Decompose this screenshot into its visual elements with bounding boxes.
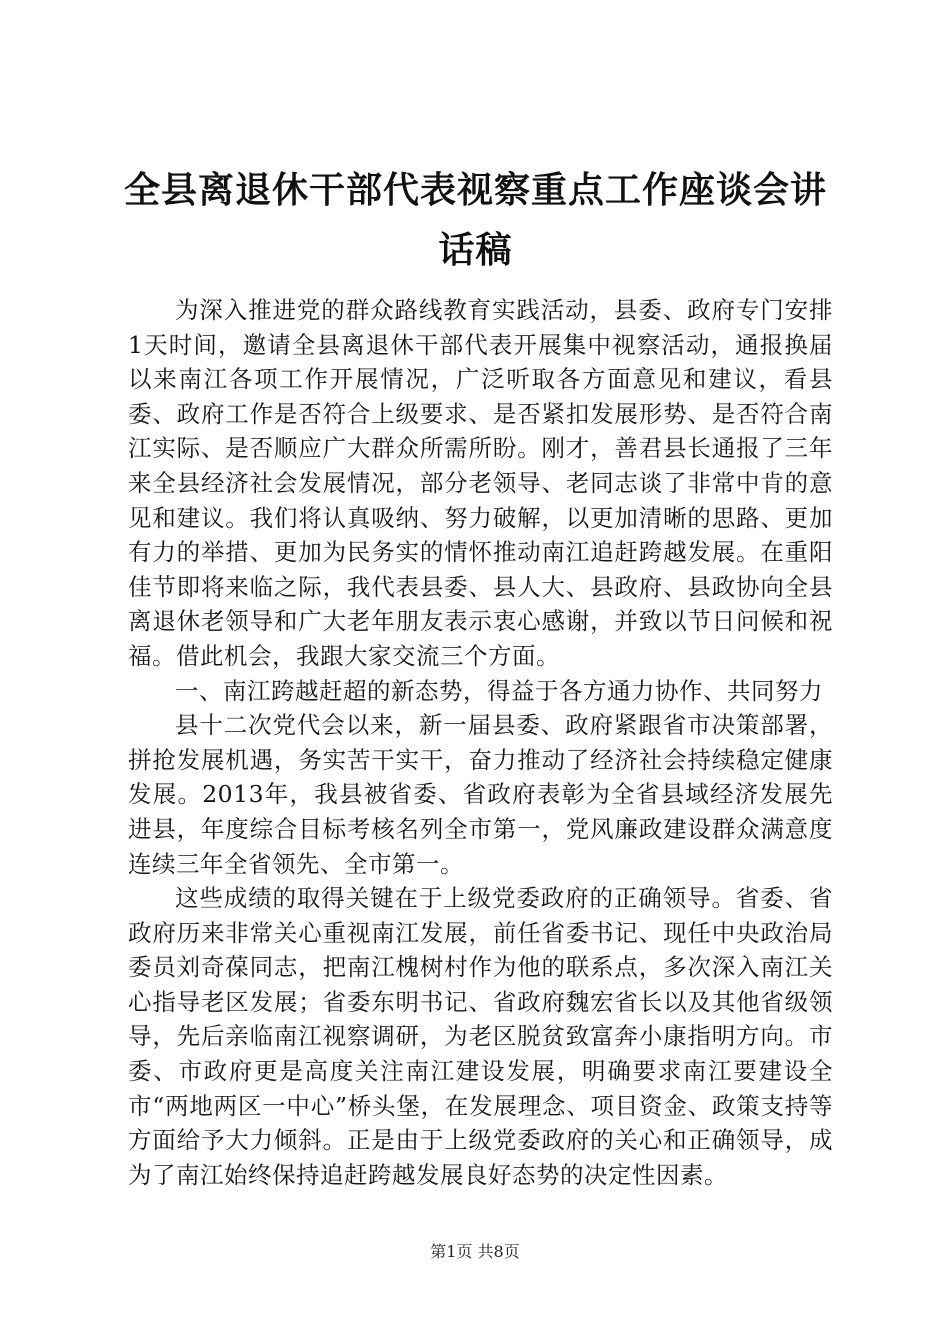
- section-heading-1: 一、南江跨越赶超的新态势，得益于各方通力协作、共同努力: [175, 676, 823, 705]
- document-body: [128, 293, 833, 1192]
- paragraph-achievements: 县十二次党代会以来，新一届县委、政府紧跟省市决策部署，拼抢发展机遇，务实苦干实干，奋力推动了经济社会持续稳定健康发展。2013年，我县被省委、省政府表彰为全省县域经济发展先进县，年度综合目标考核名列全市第一，党风廉政建设群众满意度连续三年全省领先、全市第一。: [128, 711, 833, 878]
- page-number-footer: 第1页 共8页: [430, 1242, 520, 1261]
- document-title: 全县离退休干部代表视察重点工作座谈会讲话稿: [123, 169, 827, 271]
- paragraph-leadership: 这些成绩的取得关键在于上级党委政府的正确领导。省委、省政府历来非常关心重视南江发展，前任省委书记、现任中央政治局委员刘奇葆同志，把南江槐树村作为他的联系点，多次深入南江关心指导老区发展；省委东明书记、省政府魏宏省长以及其他省级领导，先后亲临南江视察调研，为老区脱贫致富奔小康指明方向。市委、市政府更是高度关注南江建设发展，明确要求南江要建设全市“两地两区一中心”桥头堡，在发展理念、项目资金、政策支持等方面给予大力倾斜。正是由于上级党委政府的关心和正确领导，成为了南江始终保持追赶跨越发展良好态势的决定性因素。: [128, 884, 833, 1189]
- paragraph-intro: 为深入推进党的群众路线教育实践活动，县委、政府专门安排1天时间，邀请全县离退休干部代表开展集中视察活动，通报换届以来南江各项工作开展情况，广泛听取各方面意见和建议，看县委、政府工作是否符合上级要求、是否紧扣发展形势、是否符合南江实际、是否顺应广大群众所需所盼。刚才，善君县长通报了三年来全县经济社会发展情况，部分老领导、老同志谈了非常中肯的意见和建议。我们将认真吸纳、努力破解，以更加清晰的思路、更加有力的举措、更加为民务实的情怀推动南江追赶跨越发展。在重阳佳节即将来临之际，我代表县委、县人大、县政府、县政协向全县离退休老领导和广大老年朋友表示衷心感谢，并致以节日问候和祝福。借此机会，我跟大家交流三个方面。: [128, 296, 833, 670]
